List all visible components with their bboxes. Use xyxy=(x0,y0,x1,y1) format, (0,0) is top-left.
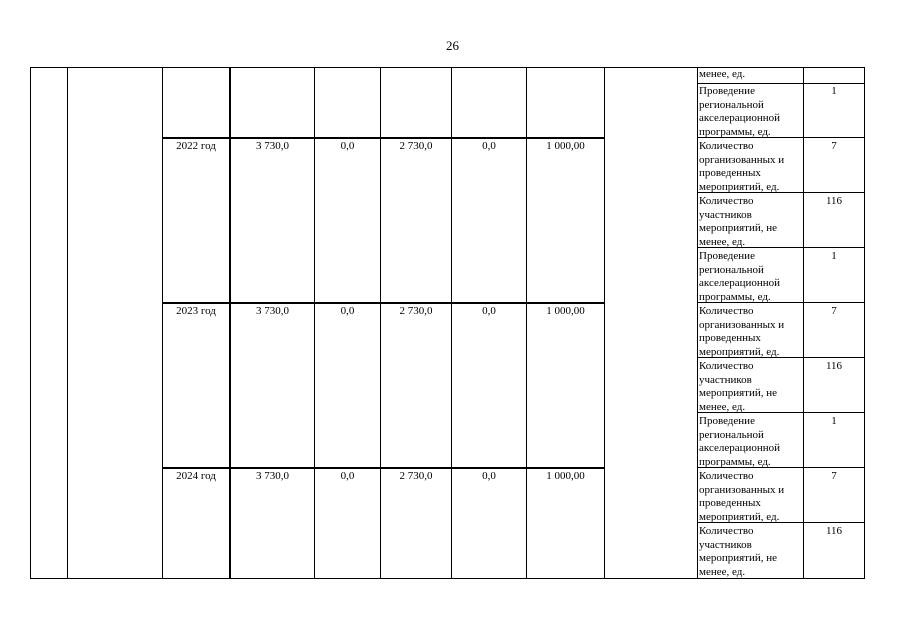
row-divider xyxy=(697,83,865,84)
total-cell: 3 730,0 xyxy=(256,470,289,482)
total-cell: 3 730,0 xyxy=(256,305,289,317)
table-border-right xyxy=(864,67,865,579)
indicator-value: 116 xyxy=(825,360,843,372)
column-divider xyxy=(604,67,605,579)
regional-cell: 2 730,0 xyxy=(399,470,433,482)
page-number: 26 xyxy=(446,38,459,53)
indicator-value: 116 xyxy=(825,525,843,537)
other-cell: 1 000,00 xyxy=(546,470,585,482)
indicator-label: Количество участников мероприятий, не менее, ед. xyxy=(699,360,778,413)
indicator-value: 7 xyxy=(831,470,837,482)
indicator-value: 7 xyxy=(831,305,837,317)
indicator-value: 116 xyxy=(825,195,843,207)
indicator-label: Количество участников мероприятий, не менее, ед. xyxy=(699,195,778,248)
column-divider xyxy=(697,67,698,579)
indicator-value: 1 xyxy=(831,250,837,262)
year-cell: 2023 год xyxy=(176,305,216,317)
program-table xyxy=(0,67,905,579)
indicator-label: Проведение региональной акселерационной программы, ед. xyxy=(699,85,781,138)
federal-cell: 0,0 xyxy=(340,470,355,482)
regional-cell: 2 730,0 xyxy=(399,305,433,317)
indicator-label: Количество участников мероприятий, не менее, ед. xyxy=(699,525,778,578)
indicator-label: Количество организованных и проведенных мероприятий, ед. xyxy=(699,305,785,358)
local-cell: 0,0 xyxy=(482,140,496,152)
other-cell: 1 000,00 xyxy=(546,140,585,152)
indicator-label: Проведение региональной акселерационной программы, ед. xyxy=(699,415,781,468)
year-cell: 2022 год xyxy=(176,140,216,152)
year-cell: 2024 год xyxy=(176,470,216,482)
total-cell: 3 730,0 xyxy=(256,140,289,152)
indicator-value: 7 xyxy=(831,140,837,152)
indicator-label: Количество организованных и проведенных мероприятий, ед. xyxy=(699,470,785,523)
other-cell: 1 000,00 xyxy=(546,305,585,317)
local-cell: 0,0 xyxy=(482,470,496,482)
indicator-value: 1 xyxy=(831,415,837,427)
row-divider xyxy=(162,302,605,304)
indicator-value: 1 xyxy=(831,85,837,97)
indicator-label: Количество организованных и проведенных мероприятий, ед. xyxy=(699,140,785,193)
regional-cell: 2 730,0 xyxy=(399,140,433,152)
federal-cell: 0,0 xyxy=(340,140,355,152)
indicator-label: менее, ед. xyxy=(699,68,746,80)
local-cell: 0,0 xyxy=(482,305,496,317)
row-divider xyxy=(162,467,605,469)
table-border-left xyxy=(30,67,31,579)
indicator-label: Проведение региональной акселерационной программы, ед. xyxy=(699,250,781,303)
row-divider xyxy=(162,137,605,139)
column-divider xyxy=(67,67,68,579)
federal-cell: 0,0 xyxy=(340,305,355,317)
